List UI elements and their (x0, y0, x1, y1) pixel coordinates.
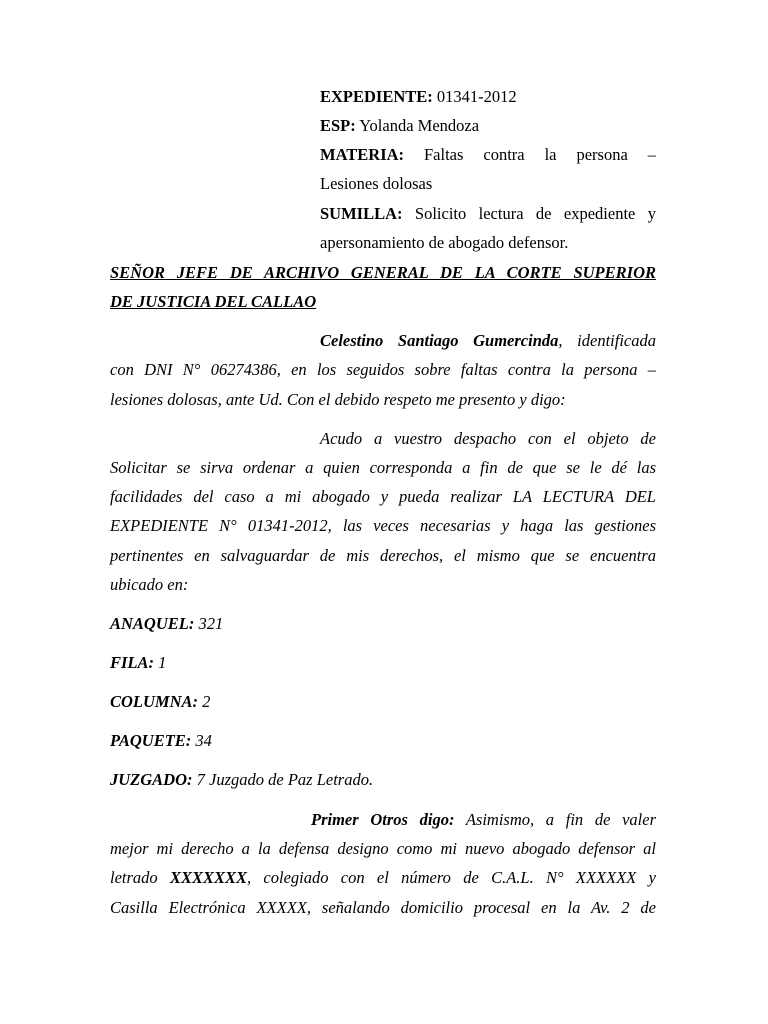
materia-label: MATERIA: (320, 145, 405, 164)
location-label: FILA: (110, 653, 155, 672)
intro-line-1-rest: , identificada (558, 331, 656, 350)
expediente-label: EXPEDIENTE: (320, 87, 433, 106)
body-line-3: facilidades del caso a mi abogado y pueda realizar LA LECTURA DEL (110, 487, 656, 506)
body-line-1: Acudo a vuestro despacho con el objeto de (320, 429, 656, 448)
location-label: PAQUETE: (110, 731, 192, 750)
esp-label: ESP: (320, 116, 356, 135)
location-value: 1 (154, 653, 167, 672)
location-anaquel (110, 614, 223, 634)
otrosi-line-3-pre: letrado (110, 868, 170, 887)
body-line-4: EXPEDIENTE N° 01341-2012, las veces necesarias y haga las gestiones (110, 516, 656, 535)
location-label: JUZGADO: (110, 770, 193, 789)
body-line-2: Solicitar se sirva ordenar a quien corresponda a fin de que se le dé las (110, 458, 656, 477)
expediente-value: 01341-2012 (432, 87, 517, 106)
location-value: 34 (191, 731, 212, 750)
otrosi-line-3 (110, 868, 656, 888)
intro-line-2: con DNI N° 06274386, en los seguidos sobre faltas contra la persona – (110, 360, 656, 379)
otrosi-line-1-rest: Asimismo, a fin de valer (454, 810, 656, 829)
sumilla-line-2: apersonamiento de abogado defensor. (320, 233, 569, 252)
location-juzgado (110, 770, 373, 790)
otrosi-line-4: Casilla Electrónica XXXXX, señalando domicilio procesal en la Av. 2 de (110, 898, 656, 917)
intro-line-3: lesiones dolosas, ante Ud. Con el debido respeto me presento y digo: (110, 390, 566, 409)
body-line-5: pertinentes en salvaguardar de mis derechos, el mismo que se encuentra (110, 546, 656, 565)
location-fila (110, 653, 166, 673)
location-value: 321 (194, 614, 224, 633)
location-label: ANAQUEL: (110, 614, 195, 633)
addressee-line-1: SEÑOR JEFE DE ARCHIVO GENERAL DE LA CORTE SUPERIOR (110, 263, 656, 282)
otrosi-line-3-post: , colegiado con el número de C.A.L. N° XXXXXX y (247, 868, 656, 887)
location-value: 7 Juzgado de Paz Letrado. (192, 770, 374, 789)
otrosi-line-2: mejor mi derecho a la defensa designo como mi nuevo abogado defensor al (110, 839, 656, 858)
esp-value: Yolanda Mendoza (355, 116, 480, 135)
otrosi-label: Primer Otros digo: (311, 810, 455, 829)
sumilla-value-1: Solicito lectura de expediente y (402, 204, 656, 223)
lawyer-name: XXXXXXX (169, 868, 248, 887)
location-columna (110, 692, 210, 712)
expediente-line (320, 87, 517, 107)
location-paquete (110, 731, 212, 751)
otrosi-line-1 (311, 810, 656, 830)
materia-line-2: Lesiones dolosas (320, 174, 433, 193)
petitioner-name: Celestino Santiago Gumercinda (320, 331, 559, 350)
addressee-line-2: DE JUSTICIA DEL CALLAO (110, 292, 317, 311)
location-label: COLUMNA: (110, 692, 199, 711)
location-value: 2 (198, 692, 211, 711)
materia-value-1: Faltas contra la persona – (404, 145, 656, 164)
intro-line-1 (320, 331, 656, 351)
materia-line-1 (320, 145, 656, 165)
sumilla-label: SUMILLA: (320, 204, 403, 223)
esp-line (320, 116, 479, 136)
sumilla-line-1 (320, 204, 656, 224)
body-line-6: ubicado en: (110, 575, 189, 594)
